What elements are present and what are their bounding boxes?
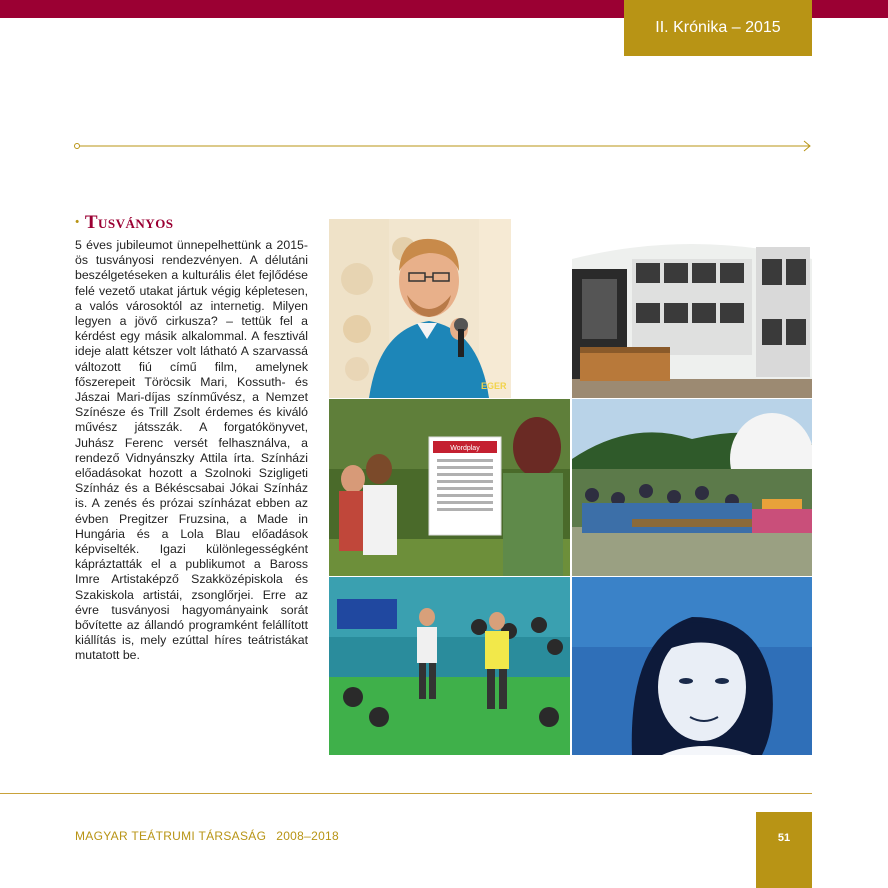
footer-rule: [0, 793, 812, 794]
title-bullet: ·: [74, 212, 81, 233]
page-number: 51: [777, 832, 791, 844]
photo-speaker: [329, 219, 511, 398]
organization-name: MAGYAR TEÁTRUMI TÁRSASÁG: [75, 829, 267, 843]
footer-organization: [75, 829, 339, 843]
section-title: [74, 212, 174, 234]
photo-actress-portrait: [572, 577, 812, 755]
photo-stage-performance: [329, 577, 570, 755]
footer-years: 2008–2018: [276, 829, 339, 843]
page-number-box: [756, 812, 812, 888]
section-divider-arrow: [72, 139, 814, 153]
article-body: 5 éves jubileumot ünnepelhettünk a 2015-ös tusványosi rendezvényen. A délutáni beszélgetéseken a kulturális élet fejlődése felé vezető utakat jártuk végig képletesen, a valós városoktól az internetig. Milyen legyen a jövő cirkusza? – tettük fel a kérdést egy másik alkalommal. A fesztivál ideje alatt kétszer volt látható A szarvassá változott fiú című film, amelynek főszerepeit Töröcsik Mari, Kossuth- és Jászai Mari-díjas színművész, a Nemzet Színésze és Trill Zsolt érdemes és kiváló művész játsszák. A forgatókönyvet, Juhász Ferenc versét felhasználva, a rendező Vidnyánszky Attila írta. Színházi előadásokat hozott a Szolnoki Szigligeti Színház és a Békéscsabai Jókai Színház is. A zenés és prózai színházat ebben az évben Pregitzer Fruzsina, a Made in Hungária és a Lola Blau előadások képviselték. Igazi különlegességként kápráztatták el a publikumot a Baross Imre Artistaképző Szakközépiskola és Szakiskola artistái, zsonglőrjei. Erre az évre tusványosi hagyományaink sorát bővítette az állandó programként felállított kiállítás is, mely ezúttal híres teátristákat mutatott be.: [75, 238, 308, 663]
photo-word-board: [329, 399, 570, 576]
board-banner: Wordplay: [450, 445, 480, 452]
photo-festival-crowd: [572, 399, 812, 576]
shirt-logo: EGER: [481, 381, 507, 391]
photo-exhibition: [572, 219, 812, 398]
section-title-text: Tusványos: [84, 212, 174, 233]
chapter-title: II. Krónika – 2015: [655, 19, 781, 36]
chapter-tab: [624, 0, 812, 56]
